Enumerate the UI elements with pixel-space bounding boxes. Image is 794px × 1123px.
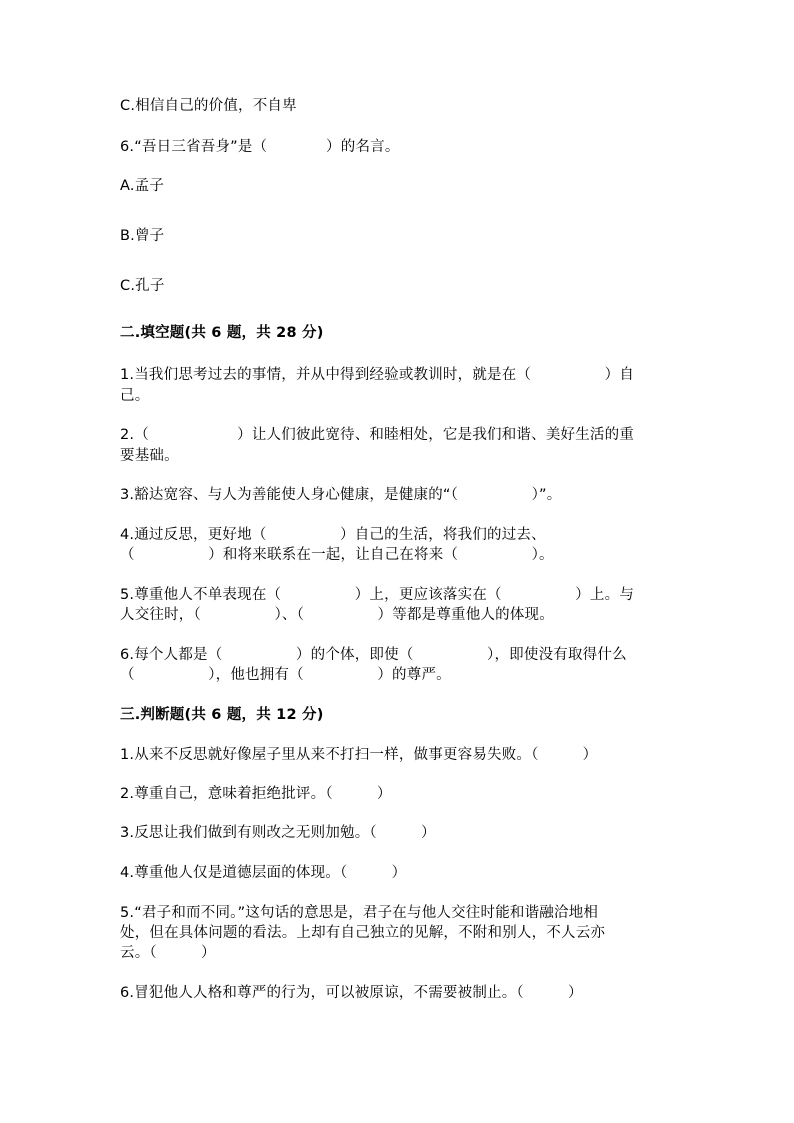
fill-question-3: 3.豁达宽容、与人为善能使人身心健康，是健康的“（ ）”。 [120, 487, 562, 503]
section-heading-judge: 三.判断题(共 6 题，共 12 分) [120, 707, 324, 723]
judge-question-2: 2.尊重自己，意味着拒绝批评。（ ） [120, 786, 392, 802]
judge-question-5-line-2: 处，但在具体问题的看法。上却有自己独立的见解，不附和别人，不人云亦 [120, 925, 606, 941]
fill-question-5-line-1: 5.尊重他人不单表现在（ ）上，更应该落实在（ ）上。与 [120, 587, 635, 603]
judge-question-4: 4.尊重他人仅是道德层面的体现。（ ） [120, 865, 407, 881]
fill-question-5-line-2: 人交往时，（ ）、（ ）等都是尊重他人的体现。 [120, 607, 554, 623]
choice-option-b: B.曾子 [120, 228, 165, 244]
fill-question-4-line-2: （ ）和将来联系在一起，让自己在将来（ ）。 [120, 547, 554, 563]
fill-question-2-line-2: 要基础。 [120, 448, 179, 464]
fill-question-6-line-1: 6.每个人都是（ ）的个体，即使（ ），即使没有取得什么 [120, 647, 627, 663]
judge-question-6: 6.冒犯他人人格和尊严的行为，可以被原谅，不需要被制止。（ ） [120, 985, 583, 1001]
judge-question-1: 1.从来不反思就好像屋子里从来不打扫一样，做事更容易失败。（ ） [120, 747, 598, 763]
fill-question-6-line-2: （ ），他也拥有（ ）的尊严。 [120, 667, 451, 683]
judge-question-5-line-1: 5.“君子和而不同。”这句话的意思是，君子在与他人交往时能和谐融洽地相 [120, 905, 599, 921]
fill-question-2-line-1: 2.（ ）让人们彼此宽待、和睦相处，它是我们和谐、美好生活的重 [120, 427, 635, 443]
choice-option-c: C.孔子 [120, 278, 165, 294]
choice-question-6: 6.“吾日三省吾身”是（ ）的名言。 [120, 139, 400, 155]
choice-option-a: A.孟子 [120, 178, 165, 194]
judge-question-3: 3.反思让我们做到有则改之无则加勉。（ ） [120, 825, 436, 841]
judge-question-5-line-3: 云。（ ） [120, 945, 216, 961]
section-heading-fill: 二.填空题(共 6 题，共 28 分) [120, 325, 324, 341]
fill-question-1-line-1: 1.当我们思考过去的事情，并从中得到经验或教训时，就是在（ ）自 [120, 367, 635, 383]
choice-option-c-prev: C.相信自己的价值，不自卑 [120, 98, 297, 114]
fill-question-1-line-2: 己。 [120, 388, 150, 404]
fill-question-4-line-1: 4.通过反思，更好地（ ）自己的生活，将我们的过去、 [120, 527, 546, 543]
